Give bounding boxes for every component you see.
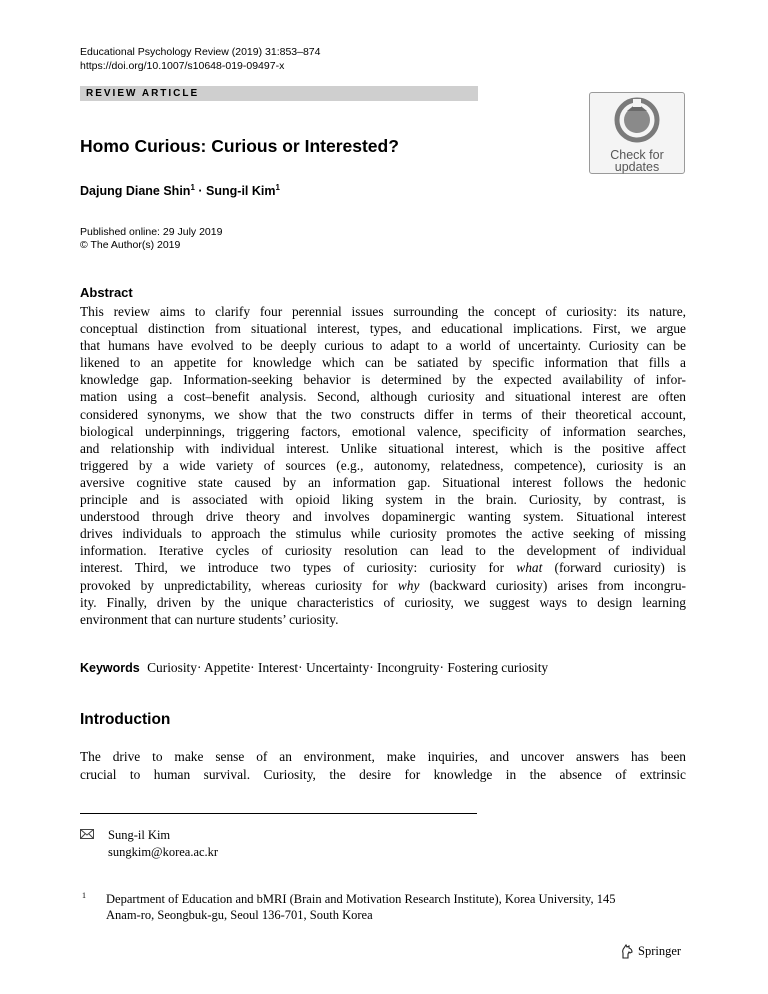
author-1-affiliation: 1 (190, 183, 195, 192)
author-1[interactable]: Dajung Diane Shin (80, 184, 191, 199)
keyword-separator: · (439, 660, 444, 675)
abstract-line: aversive cognitive state caused by an information gap. Situational interest follows the hedonic (80, 474, 686, 490)
springer-horse-icon (620, 944, 634, 959)
copyright: © The Author(s) 2019 (80, 239, 181, 251)
publisher-logo (620, 944, 681, 959)
envelope-icon (80, 829, 94, 839)
abstract-line: This review aims to clarify four perennial issues surrounding the concept of curiosity: its nature, (80, 304, 686, 319)
keyword: Fostering curiosity (447, 660, 549, 675)
abstract-line: information. Iterative cycles of curiosity resolution can lead to the development of individual (80, 543, 686, 559)
author-list (80, 183, 280, 198)
abstract-text: provoked by unpredictability, whereas curiosity for (80, 577, 388, 593)
abstract-line: drives individuals to approach the stimulus while curiosity promotes the active seeking of missing (80, 526, 686, 542)
keyword: Incongruity (377, 660, 440, 675)
publisher-name: Springer (638, 944, 682, 958)
corresponding-author: Sung-il Kim (108, 828, 171, 842)
intro-line: crucial to human survival. Curiosity, the desire for knowledge in the absence of extrinsic (80, 766, 686, 782)
publication-info (80, 226, 222, 252)
abstract-line: likened to an appetite for knowledge which can be satiated by specific information that fills a (80, 355, 686, 371)
badge-line1: Check for (610, 148, 664, 162)
abstract-body (80, 303, 686, 628)
affiliation-line: Anam-ro, Seongbuk-gu, Seoul 136-701, South Korea (106, 908, 373, 922)
abstract-line: that humans have evolved to be deeply curious to adapt to a world of uncertainty. Curiosity can be (80, 338, 686, 354)
abstract-line: ity. Finally, driven by the unique characteristics of curiosity, we suggest ways to design learning (80, 594, 686, 610)
keyword: Appetite (204, 660, 251, 675)
keyword-separator: · (369, 660, 374, 675)
keyword-separator: · (250, 660, 255, 675)
article-title: Homo Curious: Curious or Interested? (80, 136, 399, 156)
keyword: Uncertainty (305, 660, 370, 675)
keyword: Curiosity (147, 660, 197, 675)
introduction-body (80, 748, 686, 783)
abstract-line: conceptual distinction from situational interest, types, and educational implications. First, we argue (80, 321, 686, 337)
keywords (80, 660, 548, 676)
abstract-line: triggered by a wide variety of sources (e.g., autonomy, relatedness, competence), curiosity is an (80, 457, 686, 473)
correspondence (80, 827, 218, 861)
check-for-updates-badge[interactable] (589, 92, 685, 174)
check-for-updates-icon (614, 97, 660, 143)
affiliation-number: 1 (82, 891, 86, 900)
keyword-separator: · (298, 660, 303, 675)
abstract-text: (forward curiosity) is (554, 560, 686, 576)
affiliation (80, 891, 686, 923)
abstract-line-mixed (80, 559, 686, 576)
journal-info (80, 45, 321, 73)
abstract-line: considered synonyms, we show that the two constructs differ in terms of their theoretical account, (80, 406, 686, 422)
journal-citation: Educational Psychology Review (2019) 31:853–874 (80, 46, 321, 58)
abstract-line: knowledge gap. Information-seeking behavior is determined by the expected availability of infor- (80, 372, 686, 388)
keywords-label: Keywords (80, 661, 140, 675)
abstract-line: and relationship with individual interest. Unlike situational interest, which is the positive affect (80, 440, 686, 456)
article-type-label: REVIEW ARTICLE (86, 88, 200, 99)
abstract-line: understood through drive theory and involves dopaminergic wanting system. Situational interest (80, 509, 686, 525)
abstract-line-mixed (80, 577, 686, 594)
intro-line: The drive to make sense of an environment, make inquiries, and uncover answers has been (80, 749, 686, 764)
footnote-divider (80, 813, 477, 814)
abstract-emphasis-why: why (397, 577, 420, 593)
abstract-text: (backward curiosity) arises from incongru- (429, 577, 686, 593)
article-type-band (80, 86, 478, 101)
abstract-line: environment that can nurture students’ curiosity. (80, 611, 339, 627)
affiliation-line: Department of Education and bMRI (Brain and Motivation Research Institute), Korea University, 145 (106, 892, 616, 906)
author-2-affiliation: 1 (275, 183, 280, 192)
abstract-line: biological underpinnings, triggering factors, emotional valence, specificity of information searches, (80, 423, 686, 439)
corresponding-email[interactable]: sungkim@korea.ac.kr (108, 845, 219, 859)
introduction-heading: Introduction (80, 711, 171, 728)
author-separator: · (198, 184, 203, 199)
badge-line2: updates (614, 160, 660, 174)
doi-link[interactable]: https://doi.org/10.1007/s10648-019-09497-x (80, 60, 285, 72)
abstract-emphasis-what: what (516, 560, 543, 576)
abstract-line: principle and is associated with opioid liking system in the brain. Curiosity, by contrast, is (80, 492, 686, 508)
published-date: Published online: 29 July 2019 (80, 226, 223, 238)
author-2[interactable]: Sung-il Kim (206, 184, 276, 199)
keyword: Interest (257, 660, 299, 675)
abstract-line: mation using a cost–benefit analysis. Second, although curiosity and situational interest are often (80, 389, 686, 405)
abstract-text: interest. Third, we introduce two types of curiosity: curiosity for (80, 560, 505, 576)
abstract-heading: Abstract (80, 285, 133, 300)
keyword-separator: · (196, 660, 202, 675)
